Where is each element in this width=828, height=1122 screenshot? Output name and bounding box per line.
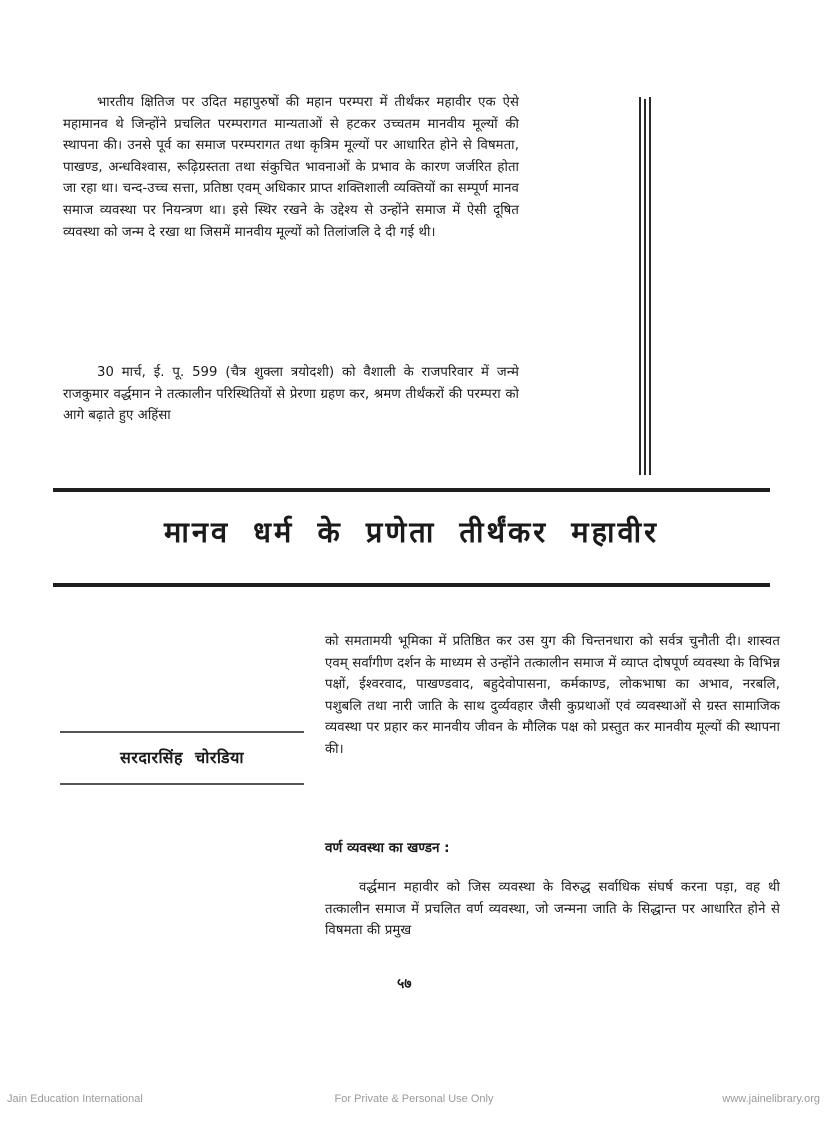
body-paragraph-1: को समतामयी भूमिका में प्रतिष्ठित कर उस युग की चिन्तनधारा को सर्वत्र चुनौती दी। शास्वत एवम् सर्वांगीण दर्शन के माध्यम से उन्होंने तत्कालीन समाज में व्याप्त दोषपूर्ण व्यवस्था के विभिन्न पक्षों, ईश्वरवाद, पाखण्डवाद, बहुदेवोपासना, कर्मकाण्ड, लोकभाषा का अभाव, नरबलि, पशुबलि तथा नारी जाति के साथ दुर्व्यवहार जैसी कुप्रथाओं एवं व्यवस्थाओं से ग्रस्त सामाजिक व्यवस्था पर प्रहार कर मानवीय जीवन के मौलिक पक्ष को प्रस्तुत कर मानवीय मूल्यों की स्थापना की। [325, 634, 780, 757]
body-paragraph-2 [325, 877, 780, 942]
intro-paragraph-1 [63, 92, 519, 243]
title-rule-bottom [53, 583, 770, 587]
vertical-rule [644, 99, 646, 475]
article-title: मानव धर्म के प्रणेता तीर्थंकर महावीर [164, 515, 659, 549]
author-rule-top [60, 731, 304, 733]
footer-website-link[interactable]: www.jainelibrary.org [722, 1093, 820, 1105]
vertical-rule [639, 97, 641, 475]
page-number: ५७ [397, 976, 412, 992]
title-rule-top [53, 488, 770, 492]
body-paragraph-2-text: वर्द्धमान महावीर को जिस व्यवस्था के विरुद्ध सर्वाधिक संघर्ष करना पड़ा, वह थी तत्कालीन समाज में प्रचलित वर्ण व्यवस्था, जो जन्मना जाति के सिद्धान्त पर आधारित होने से विषमता की प्रमुख [325, 880, 780, 939]
author-name: सरदारसिंह चोरडिया [119, 748, 245, 767]
footer-publisher: Jain Education International [7, 1093, 143, 1105]
intro-paragraph-1-text: भारतीय क्षितिज पर उदित महापुरुषों की महान परम्परा में तीर्थंकर महावीर एक ऐसे महामानव थे जिन्होंने प्रचलित परम्परागत मान्यताओं से हटकर उच्चतम मानवीय मूल्यों की स्थापना की। उनसे पूर्व का समाज परम्परागत तथा कृत्रिम मूल्यों पर आधारित होने से विषमता, पाखण्ड, अन्धविश्वास, रूढ़िग्रस्तता तथा संकुचित भावनाओं के प्रभाव के कारण जर्जरित होता जा रहा था। चन्द-उच्च सत्ता, प्रतिष्ठा एवम् अधिकार प्राप्त शक्तिशाली व्यक्तियों का सम्पूर्ण मानव समाज व्यवस्था पर नियन्त्रण था। इसे स्थिर रखने के उद्देश्य से उन्होंने समाज में ऐसी दूषित व्यवस्था को जन्म दे रखा था जिसमें मानवीय मूल्यों को तिलांजलि दे दी गई थी। [63, 95, 519, 240]
vertical-rule [649, 97, 651, 475]
footer-usage-notice: For Private & Personal Use Only [334, 1093, 494, 1105]
author-rule-bottom [60, 783, 304, 785]
intro-paragraph-2 [63, 362, 519, 427]
intro-paragraph-2-text: 30 मार्च, ई. पू. 599 (चैत्र शुक्ला त्रयोदशी) को वैशाली के राजपरिवार में जन्मे राजकुमार वर्द्धमान ने तत्कालीन परिस्थितियों से प्रेरणा ग्रहण कर, श्रमण तीर्थंकरों की परम्परा को आगे बढ़ाते हुए अहिंसा [63, 365, 519, 424]
section-heading: वर्ण व्यवस्था का खण्डन : [325, 840, 450, 856]
